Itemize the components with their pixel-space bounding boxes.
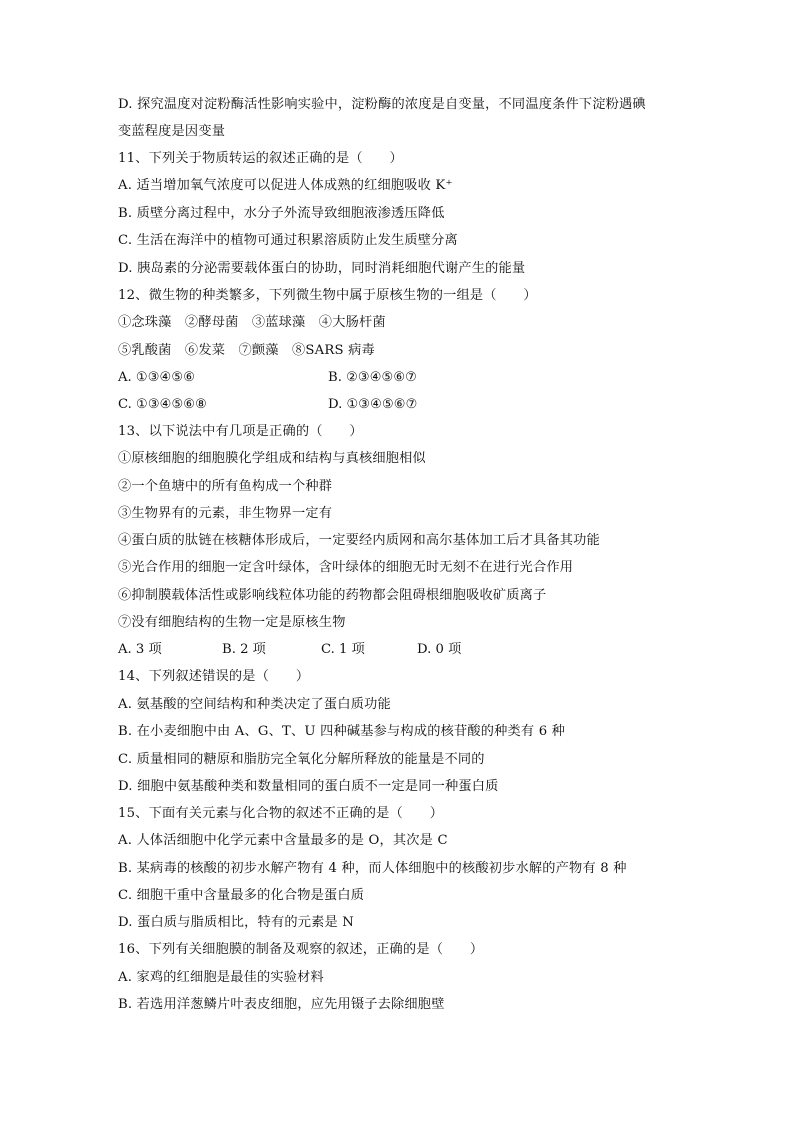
q12-option-a: A. ①③④⑤⑥ — [118, 370, 196, 385]
q16-stem: 16、下列有关细胞膜的制备及观察的叙述，正确的是（ ） — [118, 942, 484, 957]
q12-option-d: D. ①③④⑤⑥⑦ — [328, 397, 418, 412]
q11-stem: 11、下列关于物质转运的叙述正确的是（ ） — [118, 151, 403, 166]
q13-statement-3: ③生物界有的元素，非生物界一定有 — [118, 506, 333, 521]
q15-option-c: C. 细胞干重中含量最多的化合物是蛋白质 — [118, 888, 365, 903]
q13-statement-4: ④蛋白质的肽链在核糖体形成后，一定要经内质网和高尔基体加工后才具备其功能 — [118, 533, 600, 548]
q15-option-a: A. 人体活细胞中化学元素中含量最多的是 O，其次是 C — [118, 833, 448, 848]
q13-option-b: B. 2 项 — [222, 642, 266, 657]
q16-option-a: A. 家鸡的红细胞是最佳的实验材料 — [118, 970, 324, 985]
q14-option-b: B. 在小麦细胞中由 A、G、T、U 四种碱基参与构成的核苷酸的种类有 6 种 — [118, 724, 566, 739]
q11-option-c: C. 生活在海洋中的植物可通过积累溶质防止发生质壁分离 — [118, 233, 458, 248]
q13-option-a: A. 3 项 — [118, 642, 162, 657]
q14-option-c: C. 质量相同的糖原和脂肪完全氧化分解所释放的能量是不同的 — [118, 752, 485, 767]
q13-option-c: C. 1 项 — [321, 642, 365, 657]
q13-stem: 13、以下说法中有几项是正确的（ ） — [118, 424, 363, 439]
q11-option-b: B. 质壁分离过程中，水分子外流导致细胞液渗透压降低 — [118, 206, 445, 221]
q13-statement-5: ⑤光合作用的细胞一定含叶绿体，含叶绿体的细胞无时无刻不在进行光合作用 — [118, 560, 574, 575]
q15-option-b: B. 某病毒的核酸的初步水解产物有 4 种，而人体细胞中的核酸初步水解的产物有 8 种 — [118, 861, 627, 876]
q14-stem: 14、下列叙述错误的是（ ） — [118, 669, 310, 684]
q12-option-c: C. ①③④⑤⑥⑧ — [118, 397, 207, 412]
q12-option-b: B. ②③④⑤⑥⑦ — [328, 370, 418, 385]
q11-option-d: D. 胰岛素的分泌需要载体蛋白的协助，同时消耗细胞代谢产生的能量 — [118, 261, 526, 276]
q12-stem: 12、微生物的种类繁多，下列微生物中属于原核生物的一组是（ ） — [118, 288, 537, 303]
q13-statement-7: ⑦没有细胞结构的生物一定是原核生物 — [118, 615, 346, 630]
q12-list-line1: ①念珠藻 ②酵母菌 ③蓝球藻 ④大肠杆菌 — [118, 315, 386, 330]
q13-statement-1: ①原核细胞的细胞膜化学组成和结构与真核细胞相似 — [118, 451, 426, 466]
q14-option-a: A. 氨基酸的空间结构和种类决定了蛋白质功能 — [118, 697, 391, 712]
q11-option-a: A. 适当增加氧气浓度可以促进人体成熟的红细胞吸收 K⁺ — [118, 178, 453, 193]
q15-stem: 15、下面有关元素与化合物的叙述不正确的是（ ） — [118, 806, 444, 821]
q13-statement-6: ⑥抑制膜载体活性或影响线粒体功能的药物都会阻碍根细胞吸收矿质离子 — [118, 588, 547, 603]
q10-option-d-line2: 变蓝程度是因变量 — [118, 124, 226, 139]
q15-option-d: D. 蛋白质与脂质相比，特有的元素是 N — [118, 915, 355, 930]
q16-option-b: B. 若选用洋葱鳞片叶表皮细胞，应先用镊子去除细胞壁 — [118, 997, 445, 1012]
q10-option-d-line1: D. 探究温度对淀粉酶活性影响实验中，淀粉酶的浓度是自变量，不同温度条件下淀粉遇碘 — [118, 97, 646, 112]
q14-option-d: D. 细胞中氨基酸种类和数量相同的蛋白质不一定是同一种蛋白质 — [118, 779, 499, 794]
q13-option-d: D. 0 项 — [417, 642, 462, 657]
q13-statement-2: ②一个鱼塘中的所有鱼构成一个种群 — [118, 479, 333, 494]
q12-list-line2: ⑤乳酸菌 ⑥发菜 ⑦颤藻 ⑧SARS 病毒 — [118, 343, 375, 358]
